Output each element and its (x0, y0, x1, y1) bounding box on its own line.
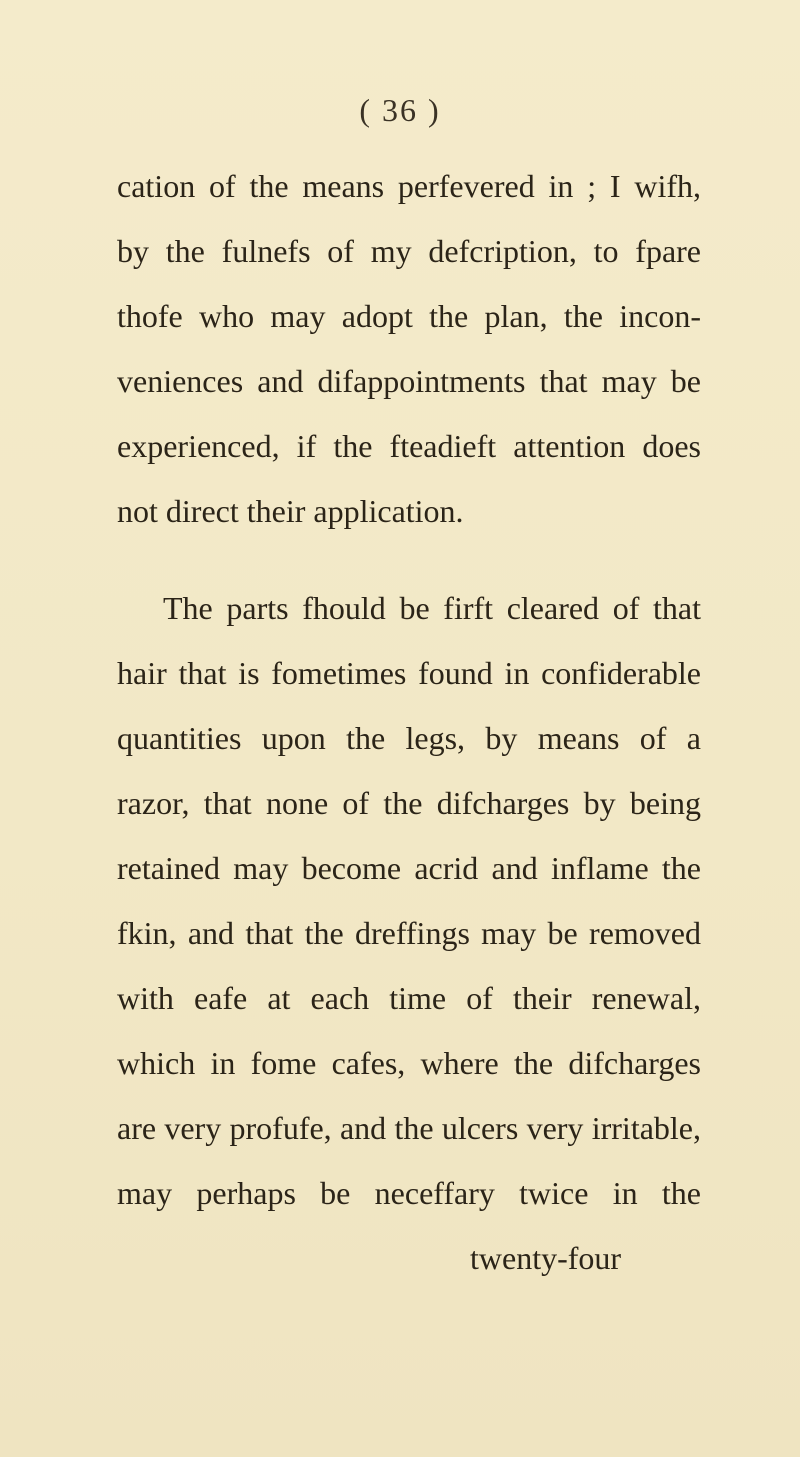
text-line: retained may become acrid and inflame the (117, 850, 701, 886)
text-line: razor, that none of the difcharges by being (117, 785, 701, 821)
text-line: which in fome cafes, where the difcharges (117, 1045, 701, 1081)
text-line: cation of the means perfevered in ; I wifh, (117, 168, 701, 204)
text-line: with eafe at each time of their renewal, (117, 980, 701, 1016)
text-line: by the fulnefs of my defcription, to fpare (117, 233, 701, 269)
page-number: ( 36 ) (359, 92, 441, 128)
text-line: not direct their application. (117, 493, 464, 529)
text-line: veniences and difappointments that may be (117, 363, 701, 399)
text-line: thofe who may adopt the plan, the incon- (117, 298, 701, 334)
text-line: may perhaps be neceffary twice in the (117, 1175, 701, 1211)
text-line: experienced, if the fteadieft attention does (117, 428, 701, 464)
text-line: are very profufe, and the ulcers very irritable, (117, 1110, 701, 1146)
catchword: twenty-four (470, 1240, 622, 1276)
text-line: fkin, and that the dreffings may be removed (117, 915, 701, 951)
text-line: The parts fhould be firft cleared of that (163, 590, 701, 626)
text-line: quantities upon the legs, by means of a (117, 720, 701, 756)
text-line: hair that is fometimes found in confiderable (117, 655, 701, 691)
